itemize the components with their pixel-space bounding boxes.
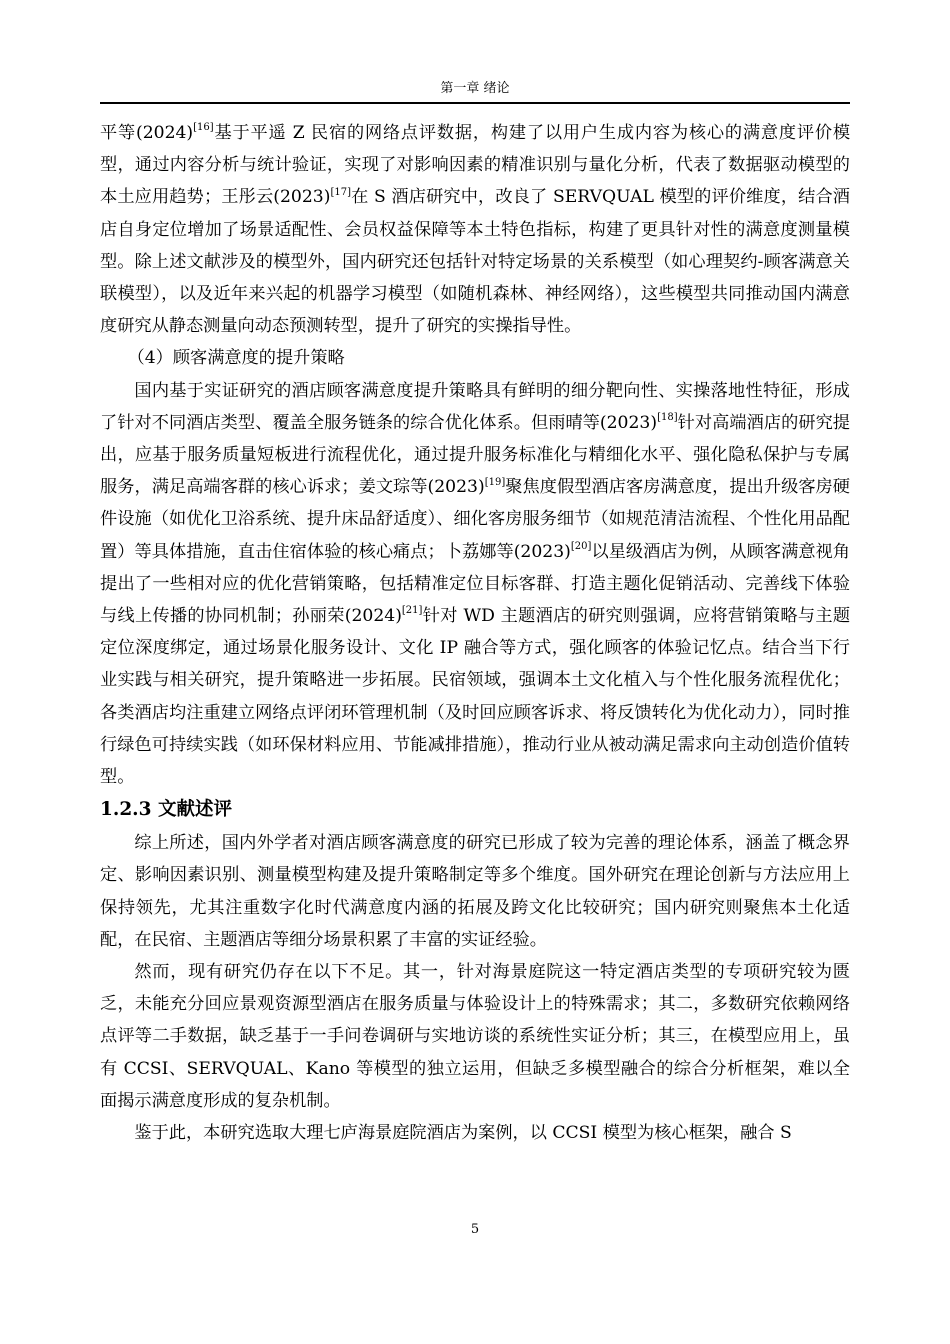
page-body xyxy=(100,117,850,1149)
paragraph-summary: 综上所述，国内外学者对酒店顾客满意度的研究已形成了较为完善的理论体系，涵盖了概念界定、影响因素识别、测量模型构建及提升策略制定等多个维度。国外研究在理论创新与方法应用上保持领先，尤其注重数字化时代满意度内涵的拓展及跨文化比较研究；国内研究则聚焦本土化适配，在民宿、主题酒店等细分场景积累了丰富的实证经验。 xyxy=(100,833,850,950)
citation-18: [18] xyxy=(657,412,678,424)
paragraph-shortcomings: 然而，现有研究仍存在以下不足。其一，针对海景庭院这一特定酒店类型的专项研究较为匮乏，未能充分回应景观资源型酒店在服务质量与体验设计上的特殊需求；其二，多数研究依赖网络点评等二手数据，缺乏基于一手问卷调研与实地访谈的系统性实证分析；其三，在模型应用上，虽有 CCSI、SERVQUAL、Kano 等模型的独立运用，但缺乏多模型融合的综合分析框架，难以全面揭示满意度形成的复杂机制。 xyxy=(100,962,850,1111)
text-run: 针对高端酒店的研究提出，应基于服务质量短板进行流程优化，通过提升服务标准化与精细化水平、强化隐私保护与专属服务，满足高端客群的核心诉求；姜文琮等(2023) xyxy=(100,412,850,498)
page-footer xyxy=(0,1222,950,1237)
section-heading-literature-review: 1.2.3 文献述评 xyxy=(100,799,232,821)
text-run: 国内基于实证研究的酒店顾客满意度提升策略具有鲜明的细分靶向性、实操落地性特征，形成了针对不同酒店类型、覆盖全服务链条的综合优化体系。但雨晴等(2023) xyxy=(100,380,850,433)
text-run: 基于平遥 Z 民宿的网络点评数据，构建了以用户生成内容为核心的满意度评价模型，通过内容分析与统计验证，实现了对影响因素的精准识别与量化分析，代表了数据驱动模型的本土应用趋势；王彤云(2023) xyxy=(100,123,851,208)
page-number: 5 xyxy=(470,1222,480,1237)
citation-20: [20] xyxy=(570,540,592,552)
running-title: 第一章 绪论 xyxy=(440,81,510,96)
text-run: 平等(2024) xyxy=(100,123,194,143)
text-run: 聚焦度假型酒店客房满意度，提出升级客房硬件设施（如优化卫浴系统、提升床品舒适度）、细化客房服务细节（如规范清洁流程、个性化用品配置）等具体措施，直击住宿体验的核心痛点；卜荔娜等(2023) xyxy=(100,477,850,562)
citation-21: [21] xyxy=(401,605,423,617)
running-header xyxy=(100,78,850,104)
citation-19: [19] xyxy=(484,476,506,488)
paragraph-model-review xyxy=(100,117,850,342)
text-run: 以星级酒店为例，从顾客满意视角提出了一些相对应的优化营销策略，包括精准定位目标客群、打造主题化促销活动、完善线下体验与线上传播的协同机制；孙丽荣(2024) xyxy=(100,541,850,627)
subheading-improvement-strategy: （4）顾客满意度的提升策略 xyxy=(127,348,345,369)
citation-17: [17] xyxy=(330,186,351,198)
paragraph-research-design: 鉴于此，本研究选取大理七庐海景庭院酒店为案例，以 CCSI 模型为核心框架，融合 S xyxy=(134,1123,792,1144)
text-run: 针对 WD 主题酒店的研究则强调，应将营销策略与主题定位深度绑定，通过场景化服务设计、文化 IP 融合等方式，强化顾客的体验记忆点。结合当下行业实践与相关研究，提升策略进一步拓展。民宿领域，强调本土文化植入与个性化服务流程优化；各类酒店均注重建立网络点评闭环管理机制（及时回应顾客诉求、将反馈转化为优化动力），同时推行绿色可持续实践（如环保材料应用、节能减排措施），推动行业从被动满足需求向主动创造价值转型。 xyxy=(100,606,851,788)
paragraph-improvement-strategy xyxy=(100,375,850,794)
text-run: 在 S 酒店研究中，改良了 SERVQUAL 模型的评价维度，结合酒店自身定位增加了场景适配性、会员权益保障等本土特色指标，构建了更具针对性的满意度测量模型。除上述文献涉及的模型外，国内研究还包括针对特定场景的关系模型（如心理契约-顾客满意关联模型），以及近年来兴起的机器学习模型（如随机森林、神经网络），这些模型共同推动国内满意度研究从静态测量向动态预测转型，提升了研究的实操指导性。 xyxy=(100,187,850,337)
citation-16: [16] xyxy=(193,122,214,134)
